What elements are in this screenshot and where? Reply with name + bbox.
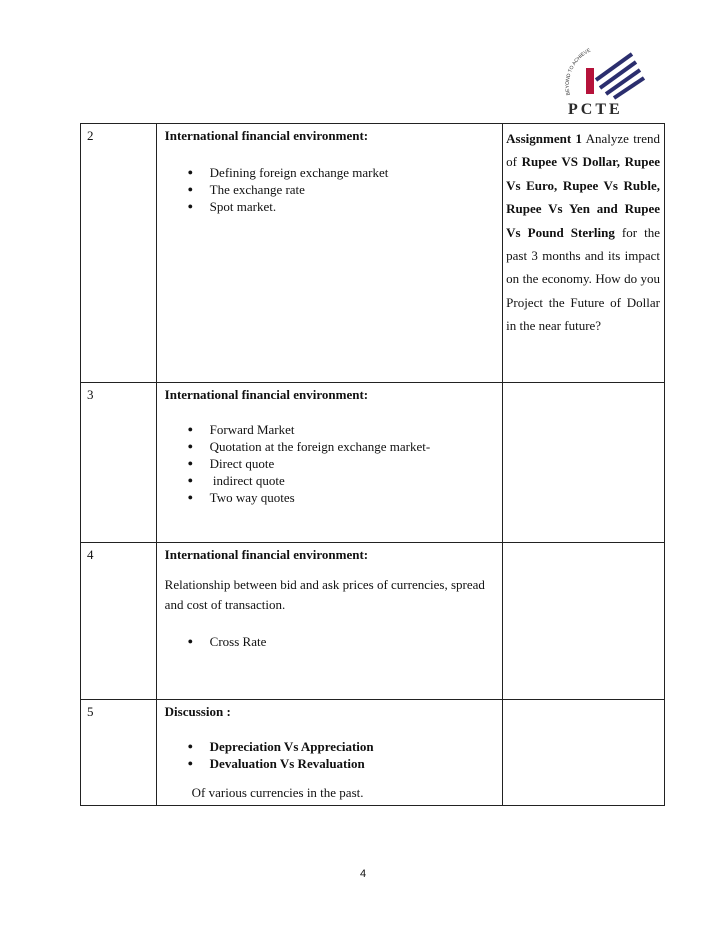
assignment-cell-empty xyxy=(503,543,665,700)
list-item: ● Cross Rate xyxy=(210,633,494,650)
logo-arc-text: BEYOND TO ACHIEVE xyxy=(564,47,592,96)
topic-heading: International financial environment: xyxy=(164,547,369,562)
list-item: ● Forward Market xyxy=(210,421,494,438)
page-number: 4 xyxy=(360,868,367,880)
list-item: ● Depreciation Vs Appreciation xyxy=(210,738,494,755)
topic-cell xyxy=(156,383,502,543)
assignment-text-1: Analyze trend of xyxy=(506,131,660,170)
table-row xyxy=(81,543,665,700)
topic-heading: International financial environment: xyxy=(164,387,369,402)
topic-list xyxy=(165,633,494,650)
assignment-text-2: for the past 3 months and its impact on the economy. How do you Project the Future of Dollar in the near future? xyxy=(506,224,660,334)
assignment-cell-empty xyxy=(503,383,665,543)
topic-cell xyxy=(156,543,502,700)
list-item: ● The exchange rate xyxy=(210,181,494,198)
list-item: ● Two way quotes xyxy=(210,489,494,506)
topic-list xyxy=(165,421,494,506)
topic-cell xyxy=(156,700,502,806)
table-row xyxy=(81,383,665,543)
row-number: 3 xyxy=(81,383,157,543)
list-item: ● Spot market. xyxy=(210,198,494,215)
topic-paragraph: Relationship between bid and ask prices of currencies, spread and cost of transaction. xyxy=(164,577,485,612)
topic-heading: Discussion : xyxy=(164,704,231,719)
table-row xyxy=(81,124,665,383)
list-item: ● Devaluation Vs Revaluation xyxy=(210,755,494,772)
assignment-text xyxy=(506,127,660,338)
list-item: ● Direct quote xyxy=(210,455,494,472)
row-number: 2 xyxy=(81,124,157,383)
list-item: ● indirect quote xyxy=(210,472,494,489)
table-row xyxy=(81,700,665,806)
assignment-cell xyxy=(503,124,665,383)
assignment-label: Assignment 1 xyxy=(506,131,582,146)
topic-cell xyxy=(156,124,502,383)
row-number: 5 xyxy=(81,700,157,806)
topic-heading: International financial environment: xyxy=(164,128,369,143)
logo-text: PCTE xyxy=(568,101,623,118)
topic-list xyxy=(165,164,494,215)
assignment-cell-empty xyxy=(503,700,665,806)
assignment-currencies: Rupee VS Dollar, Rupee Vs Euro, Rupee Vs Ruble, Rupee Vs Yen and Rupee Vs Pound Sterling xyxy=(506,154,660,240)
syllabus-table xyxy=(80,123,665,806)
list-item: ● Quotation at the foreign exchange market- xyxy=(210,438,494,455)
topic-list xyxy=(165,738,494,772)
row-number: 4 xyxy=(81,543,157,700)
list-item: ● Defining foreign exchange market xyxy=(210,164,494,181)
topic-tail: Of various currencies in the past. xyxy=(191,785,364,800)
